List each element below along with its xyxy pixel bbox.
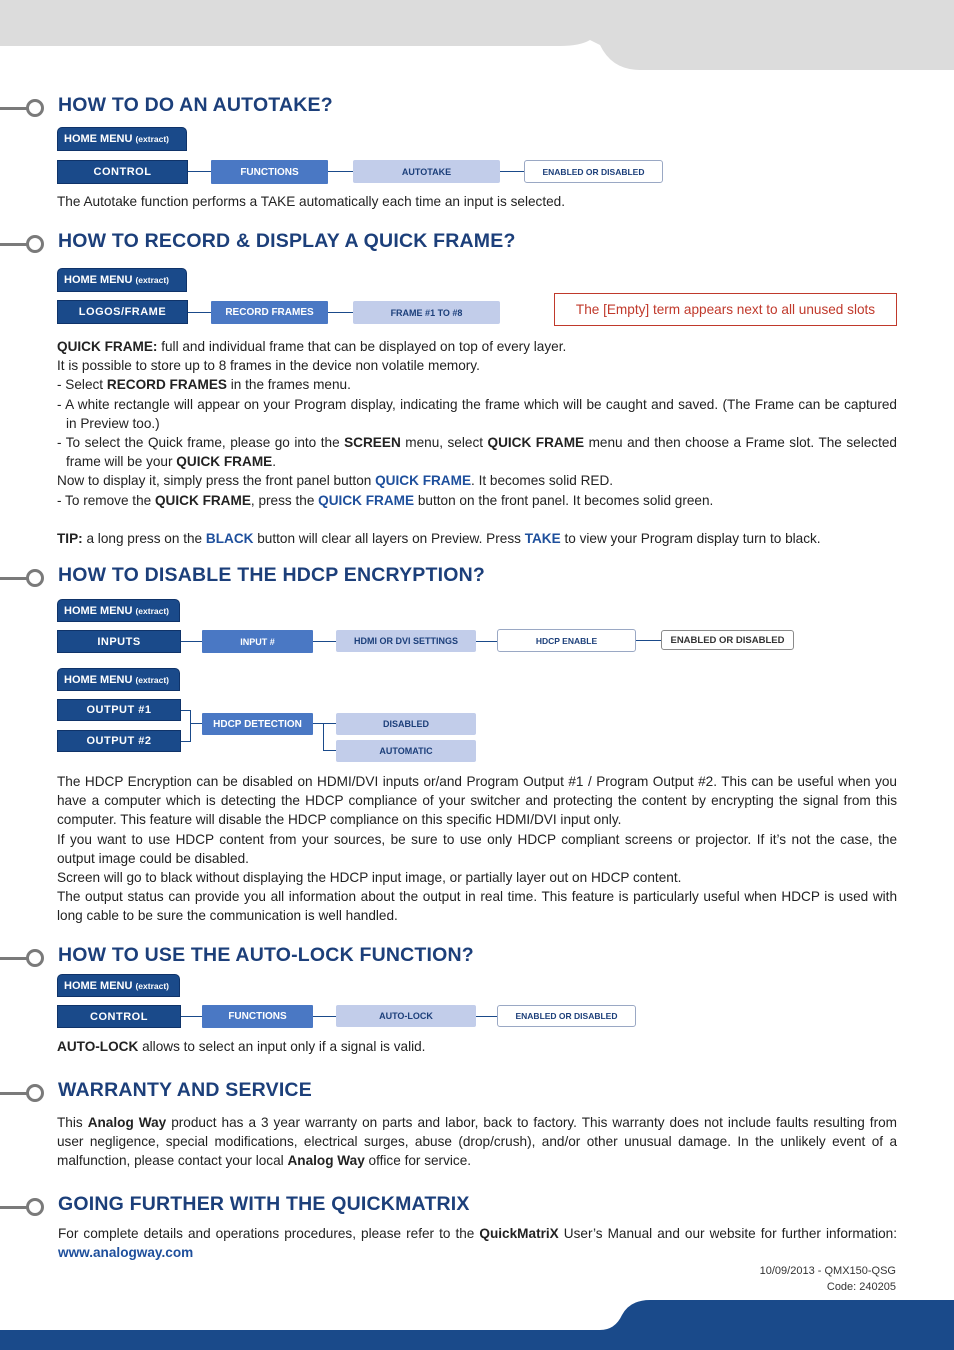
autotake-description: The Autotake function performs a TAKE automatically each time an input is selected.	[57, 194, 566, 209]
menu-step-input-number: INPUT #	[202, 630, 313, 653]
section-title: HOW TO DISABLE THE HDCP ENCRYPTION?	[58, 564, 485, 586]
section-title: WARRANTY AND SERVICE	[58, 1079, 312, 1101]
bullet-ring-icon	[26, 569, 44, 587]
home-menu-tab: HOME MENU (extract)	[57, 974, 180, 997]
menu-step-functions: FUNCTIONS	[202, 1005, 313, 1028]
menu-step-enabled-or-disabled: ENABLED OR DISABLED	[497, 1005, 636, 1027]
menu-step-logos-frame: LOGOS/FRAME	[57, 300, 188, 324]
home-menu-tab: HOME MENU (extract)	[57, 668, 180, 691]
section-title: HOW TO DO AN AUTOTAKE?	[58, 94, 333, 116]
date-reference: 10/09/2013 - QMX150-QSG	[759, 1265, 896, 1277]
menu-step-hdcp-enable: HDCP ENABLE	[497, 629, 636, 652]
menu-step-output-1: OUTPUT #1	[57, 699, 181, 721]
document-footer	[760, 1263, 896, 1295]
menu-step-hdcp-detection: HDCP DETECTION	[202, 713, 313, 735]
home-menu-tab: HOME MENU (extract)	[57, 127, 187, 151]
section-title: HOW TO RECORD & DISPLAY A QUICK FRAME?	[58, 230, 516, 252]
bullet-ring-icon	[26, 235, 44, 253]
menu-step-record-frames: RECORD FRAMES	[211, 301, 328, 324]
menu-step-frame-slots: FRAME #1 TO #8	[353, 301, 500, 324]
menu-step-hdmi-dvi-settings: HDMI OR DVI SETTINGS	[336, 630, 476, 652]
home-menu-tab: HOME MENU (extract)	[57, 599, 180, 622]
warranty-body: This Analog Way product has a 3 year warranty on parts and labor, back to factory. This warranty does not include faults resulting from user negligence, special modifications, electrical surges, abuse (drop/crush), and/or other unusual damage. In the unlikely event of a malfunction, please contact your local Analog Way office for service.	[57, 1115, 897, 1169]
further-body: For complete details and operations procedures, please refer to the QuickMatriX User’s Manual and our website for further information: www.analogway.com	[58, 1226, 897, 1261]
option-automatic: AUTOMATIC	[336, 740, 476, 762]
bullet-ring-icon	[26, 1198, 44, 1216]
menu-step-enabled-or-disabled: ENABLED OR DISABLED	[661, 630, 794, 650]
bullet-ring-icon	[26, 99, 44, 117]
menu-step-enabled-or-disabled: ENABLED OR DISABLED	[524, 160, 663, 183]
bullet-ring-icon	[26, 1084, 44, 1102]
website-link[interactable]: www.analogway.com	[58, 1245, 194, 1261]
section-title: HOW TO USE THE AUTO-LOCK FUNCTION?	[58, 944, 474, 966]
menu-step-auto-lock: AUTO-LOCK	[336, 1005, 476, 1027]
menu-step-autotake: AUTOTAKE	[353, 160, 500, 183]
menu-step-inputs: INPUTS	[57, 630, 181, 653]
home-menu-tab: HOME MENU (extract)	[57, 268, 187, 292]
menu-step-output-2: OUTPUT #2	[57, 730, 181, 752]
hdcp-body: The HDCP Encryption can be disabled on HDMI/DVI inputs or/and Program Output #1 / Program Output #2. This can be useful when you have a computer which is detecting the HDCP compliance of your switcher and protecting the content by encrypting the signal from this computer. This feature will disable the HDCP compliance on this specific HDMI/DVI input only. If you want to use HDCP content from your sources, be sure to use only HDCP compliant screens or projector. If it’s not the case, the output image could be disabled. Screen will go to black without displaying the HDCP input image, or partially layer out on HDCP content. The output status can provide you all information about the output in real time. This feature is particularly useful when HDCP is used with long cable to be sure the communication is well handled.	[57, 774, 897, 924]
empty-slot-note: The [Empty] term appears next to all unused slots	[554, 293, 897, 326]
menu-step-functions: FUNCTIONS	[211, 160, 328, 184]
option-disabled: DISABLED	[336, 713, 476, 735]
bullet-ring-icon	[26, 949, 44, 967]
quick-frame-body: QUICK FRAME: full and individual frame that can be displayed on top of every layer. It is possible to store up to 8 frames in the device non volatile memory. - Select RECORD FRAMES in the frames menu. - A white rectangle will appear on your Program display, indicating the frame which will be caught and saved. (The Frame can be captured in Preview too.) - To select the Quick frame, please go into the SCREEN menu, select QUICK FRAME menu and then choose a Frame slot. The selected frame will be your QUICK FRAME. Now to display it, simply press the front panel button QUICK FRAME. It becomes solid RED. - To remove the QUICK FRAME, press the QUICK FRAME button on the front panel. It becomes solid green. TIP: a long press on the BLACK button will clear all layers on Preview. Press TAKE to view your Program display turn to black.	[57, 337, 897, 548]
menu-step-control: CONTROL	[57, 160, 188, 184]
bottom-banner	[0, 1300, 954, 1350]
section-title: GOING FURTHER WITH THE QUICKMATRIX	[58, 1193, 470, 1215]
code-reference: Code: 240205	[826, 1281, 896, 1293]
tip-text: TIP: a long press on the BLACK button will clear all layers on Preview. Press TAKE to view your Program display turn to black.	[57, 531, 821, 547]
top-banner	[0, 0, 954, 70]
menu-step-control: CONTROL	[57, 1005, 181, 1028]
auto-lock-description: AUTO-LOCK allows to select an input only if a signal is valid.	[57, 1039, 426, 1054]
